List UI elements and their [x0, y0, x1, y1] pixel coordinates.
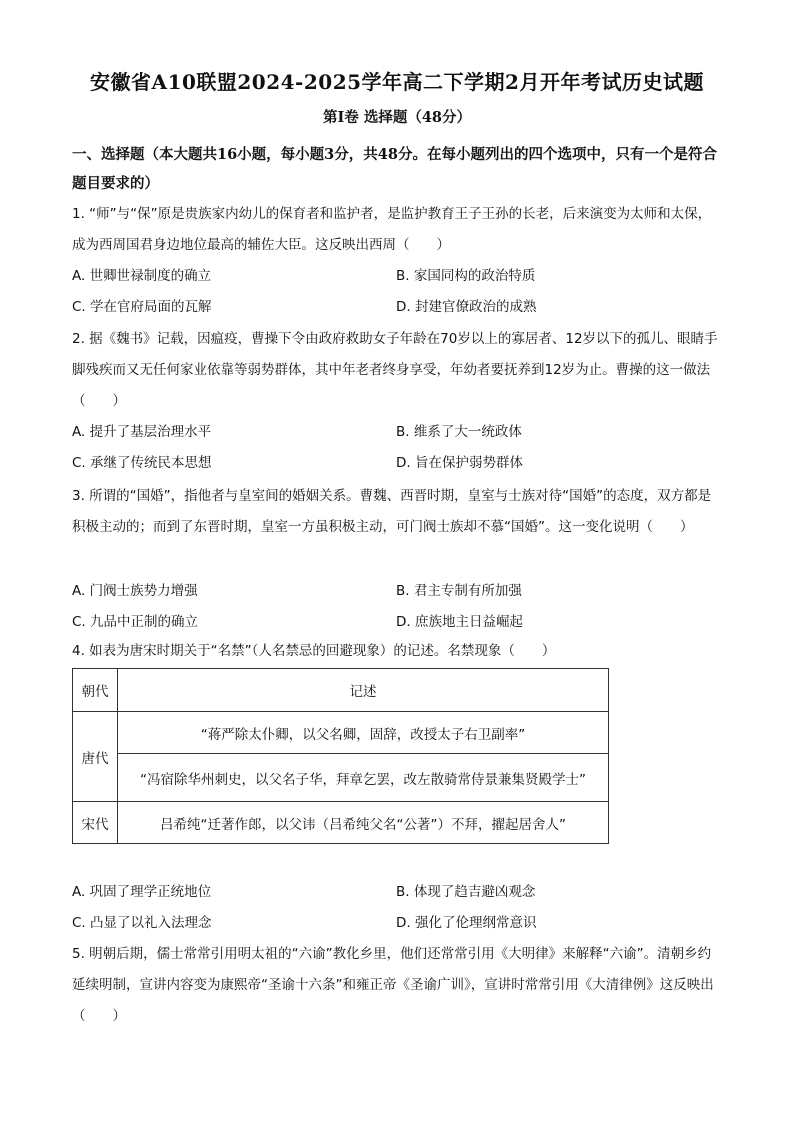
- section-instructions: 一、选择题（本大题共16小题，每小题3分，共48分。在每小题列出的四个选项中，只有一个是符合题目要求的）: [72, 146, 717, 192]
- table-cell-record: “蒋严除太仆卿，以父名卿，固辞，改授太子右卫副率”: [118, 712, 609, 754]
- table-row: [73, 802, 609, 844]
- question-4-option-c: C. 凸显了以礼入法理念: [72, 915, 212, 931]
- question-1-option-c: C. 学在官府局面的瓦解: [72, 299, 212, 315]
- question-1-stem: 1. “师”与“保”原是贵族家内幼儿的保育者和监护者，是监护教育王子王孙的长老，后来演变为太师和太保，成为西周国君身边地位最高的辅佐大臣。这反映出西周（ ）: [72, 206, 712, 253]
- question-4-option-b: B. 体现了趋吉避凶观念: [396, 884, 536, 900]
- question-3-option-d: D. 庶族地主日益崛起: [396, 614, 523, 630]
- question-4-stem: 4. 如表为唐宋时期关于“名禁”（人名禁忌的回避现象）的记述。名禁现象（ ）: [72, 643, 556, 659]
- question-5-stem: 5. 明朝后期，儒士常常引用明太祖的“六谕”教化乡里，他们还常常引用《大明律》来解释“六谕”。清朝乡约延续明制，宣讲内容变为康熙帝“圣谕十六条”和雍正帝《圣谕广训》，宣讲时常常引用《大清律例》这反映出（ ）: [72, 946, 714, 1024]
- question-1-option-a: A. 世卿世禄制度的确立: [72, 268, 212, 284]
- question-2-option-a: A. 提升了基层治理水平: [72, 424, 212, 440]
- table-cell-record: 吕希纯“迁著作郎，以父讳（吕希纯父名“公著”）不拜，擢起居舍人”: [118, 802, 609, 844]
- question-2-option-d: D. 旨在保护弱势群体: [396, 455, 523, 471]
- question-3-stem: 3. 所谓的“国婚”，指他者与皇室间的婚姻关系。曹魏、西晋时期，皇室与士族对待“国婚”的态度，双方都是积极主动的；而到了东晋时期，皇室一方虽积极主动，可门阀士族却不慕“国婚”。这一变化说明（ ）: [72, 488, 712, 535]
- name-taboo-table: [72, 668, 609, 844]
- question-2-stem: 2. 据《魏书》记载，因瘟疫，曹操下令由政府救助女子年龄在70岁以上的寡居者、12岁以下的孤儿、眼睛手脚残疾而又无任何家业依靠等弱势群体，其中年老者终身享受，年幼者要抚养到12岁为止。曹操的这一做法（ ）: [72, 331, 718, 409]
- question-4-option-a: A. 巩固了理学正统地位: [72, 884, 212, 900]
- question-2-option-c: C. 承继了传统民本思想: [72, 455, 212, 471]
- question-3-option-c: C. 九品中正制的确立: [72, 614, 199, 630]
- table-cell-record: “冯宿除华州刺史，以父名子华，拜章乞罢，改左散骑常侍景兼集贤殿学士”: [118, 754, 609, 802]
- question-2-option-b: B. 维系了大一统政体: [396, 424, 522, 440]
- question-1-option-d: D. 封建官僚政治的成熟: [396, 299, 537, 315]
- table-row: [73, 754, 609, 802]
- table-cell-era-tang: 唐代: [73, 712, 118, 802]
- table-cell-era-song: 宋代: [73, 802, 118, 844]
- table-header-record: 记述: [118, 669, 609, 712]
- table-row: [73, 712, 609, 754]
- question-3-option-a: A. 门阀士族势力增强: [72, 583, 198, 599]
- exam-title: 安徽省A10联盟2024-2025学年高二下学期2月开年考试历史试题: [90, 70, 704, 94]
- exam-subtitle: 第I卷 选择题（48分）: [322, 109, 471, 126]
- question-3-option-b: B. 君主专制有所加强: [396, 583, 522, 599]
- question-4-option-d: D. 强化了伦理纲常意识: [396, 915, 537, 931]
- table-header-era: 朝代: [73, 669, 118, 712]
- table-header-row: [73, 669, 609, 712]
- question-1-option-b: B. 家国同构的政治特质: [396, 268, 536, 284]
